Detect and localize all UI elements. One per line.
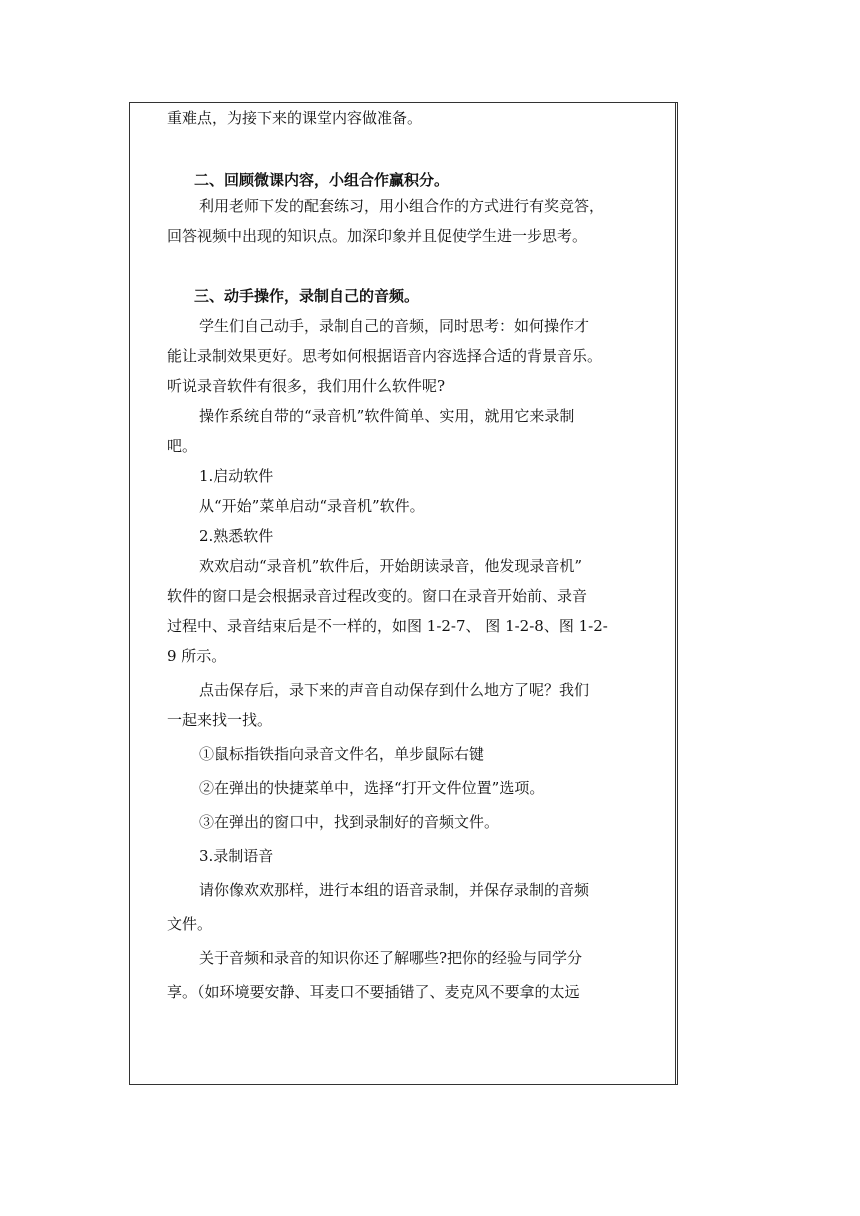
paragraph-1-line-1: 学生们自己动手，录制自己的音频，同时思考：如何操作才: [199, 317, 590, 335]
step-3-line-2: 文件。: [167, 915, 213, 933]
step-3-heading: 3.录制语音: [199, 847, 274, 865]
step-2-line-3: 过程中、录音结束后是不一样的，如图 1-2-7、 图 1-2-8、图 1-2-: [167, 617, 608, 635]
column-divider: [675, 102, 676, 1085]
lesson-content-cell: [167, 107, 667, 1003]
paragraph-3-line-2: 一起来找一找。: [167, 711, 273, 729]
circled-step-2: ②在弹出的快捷菜单中，选择“打开文件位置”选项。: [199, 779, 545, 797]
paragraph-1-line-3: 听说录音软件有很多，我们用什么软件呢?: [167, 377, 446, 395]
section-2-line-1: 利用老师下发的配套练习，用小组合作的方式进行有奖竞答，: [199, 197, 605, 215]
circled-step-3: ③在弹出的窗口中，找到录制好的音频文件。: [199, 813, 500, 831]
section-heading-3: 三、动手操作，录制自己的音频。: [194, 287, 420, 305]
step-1-heading: 1.启动软件: [199, 467, 274, 485]
step-2-line-4: 9 所示。: [167, 647, 227, 665]
section-heading-2: 二、回顾微课内容，小组合作赢积分。: [194, 171, 450, 189]
section-2-line-2: 回答视频中出现的知识点。加深印象并且促使学生进一步思考。: [167, 227, 588, 245]
step-2-heading: 2.熟悉软件: [199, 527, 274, 545]
step-3-line-1: 请你像欢欢那样，进行本组的语音录制，并保存录制的音频: [199, 881, 590, 899]
step-1-text: 从“开始”菜单启动“录音机”软件。: [199, 497, 425, 515]
paragraph-4-line-1: 关于音频和录音的知识你还了解哪些?把你的经验与同学分: [199, 949, 583, 967]
circled-step-1: ①鼠标指铁指向录音文件名，单步鼠际右键: [199, 745, 485, 763]
paragraph-1-line-2: 能让录制效果更好。思考如何根据语音内容选择合适的背景音乐。: [167, 347, 603, 365]
paragraph-2-line-2: 吧。: [167, 437, 198, 455]
paragraph-4-line-2: 享。（如环境要安静、耳麦口不要插错了、麦克风不要拿的太远: [167, 983, 580, 1001]
paragraph-3-line-1: 点击保存后，录下来的声音自动保存到什么地方了呢？我们: [199, 681, 590, 699]
paragraph-continued: 重难点，为接下来的课堂内容做准备。: [167, 109, 423, 127]
step-2-line-1: 欢欢启动“录音机”软件后，开始朗读录音，他发现录音机”: [199, 557, 583, 575]
paragraph-2-line-1: 操作系统自带的“录音机”软件简单、实用，就用它来录制: [199, 407, 575, 425]
step-2-line-2: 软件的窗口是会根据录音过程改变的。窗口在录音开始前、录音: [167, 587, 588, 605]
